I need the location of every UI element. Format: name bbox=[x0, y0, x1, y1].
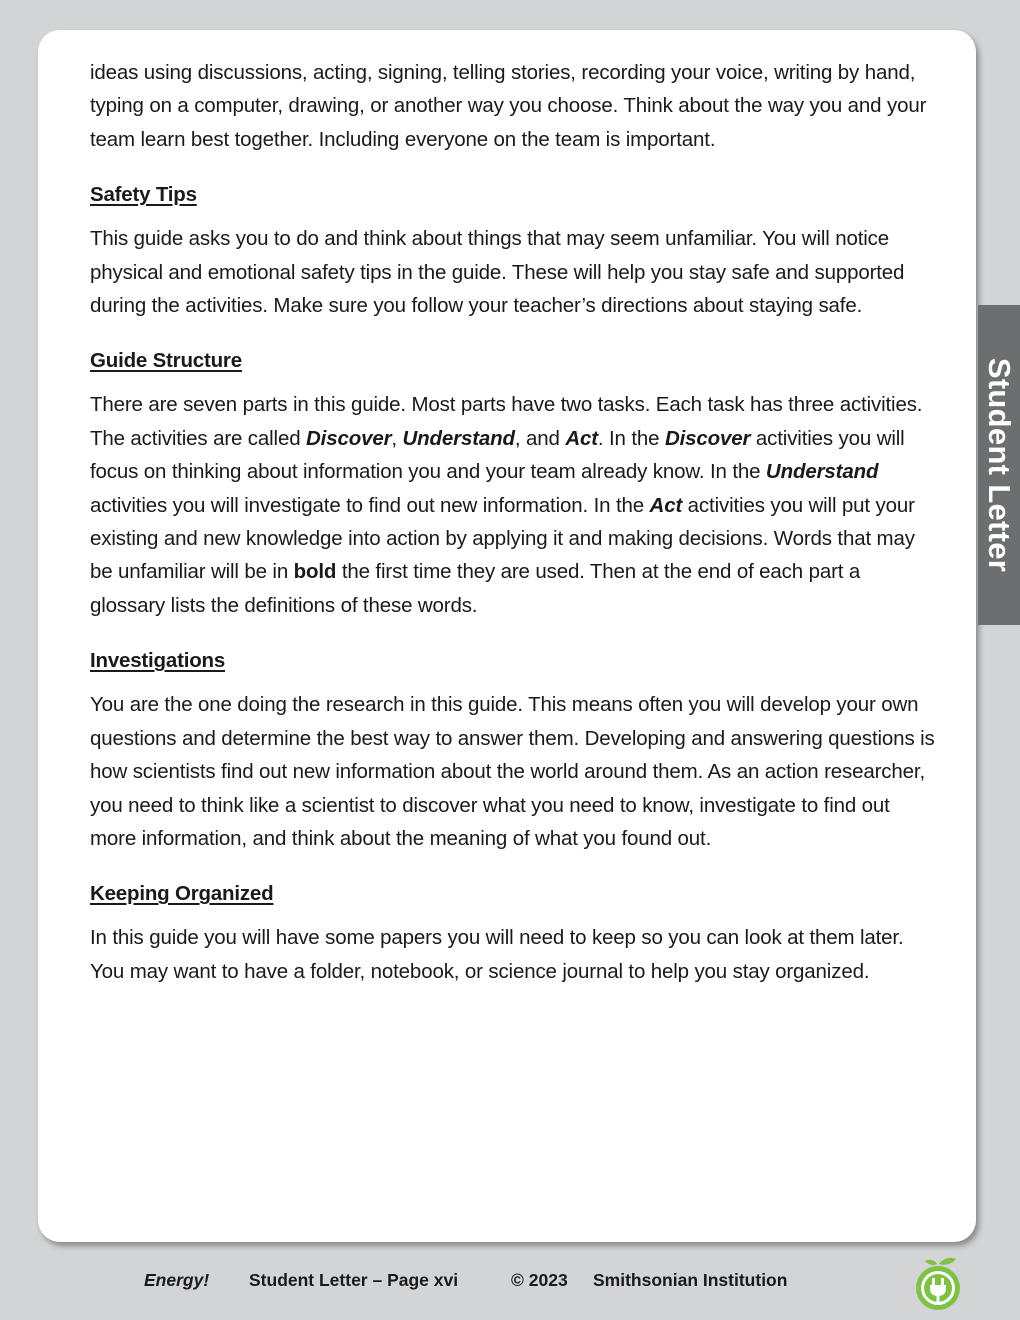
keeping-organized-heading: Keeping Organized bbox=[90, 882, 274, 906]
structure-text: activities you will focus on thinking about information you and your team already know. In the bbox=[90, 426, 905, 484]
term-act: Act bbox=[649, 493, 683, 517]
side-tab-label: Student Letter bbox=[982, 357, 1017, 573]
structure-text: There are seven parts in this guide. Most parts have two tasks. Each task has three activities. The activities are called bbox=[90, 393, 923, 450]
page-content bbox=[90, 56, 940, 1011]
investigations-paragraph: You are the one doing the research in this guide. This means often you will develop your own questions and determine the best way to answer them. Developing and answering questions is how scientists find out new information about the world around them. As an action researcher, you need to think like a scientist to discover what you need to know, investigate to find out more information, and think about the meaning of what you found out. bbox=[90, 693, 935, 850]
structure-text: activities you will put your existing and new knowledge into action by applying it and making decisions. Words that may be unfamiliar will be in bbox=[90, 493, 915, 584]
structure-text: the first time they are used. Then at the end of each part a glossary lists the definitions of these words. bbox=[90, 560, 861, 617]
term-bold: bold bbox=[293, 560, 337, 584]
footer-guide-title: Energy! bbox=[144, 1270, 210, 1290]
footer-page-label: Student Letter – Page xvi bbox=[249, 1270, 459, 1290]
structure-text: activities you will investigate to find out new information. In the bbox=[90, 493, 650, 517]
investigations-heading: Investigations bbox=[90, 649, 226, 673]
structure-text: , bbox=[391, 426, 403, 450]
structure-text: , and bbox=[514, 426, 566, 450]
term-act: Act bbox=[565, 426, 598, 450]
footer-organization: Smithsonian Institution bbox=[593, 1270, 788, 1290]
structure-text: . In the bbox=[597, 426, 665, 450]
guide-structure-heading: Guide Structure bbox=[90, 349, 242, 373]
plug-apple-icon bbox=[912, 1254, 964, 1312]
term-understand: Understand bbox=[765, 460, 879, 484]
intro-paragraph: ideas using discussions, acting, signing, telling stories, recording your voice, writing by hand, typing on a computer, drawing, or another way you choose. Think about the way you and your team learn best together. Including everyone on the team is important. bbox=[90, 61, 927, 151]
page-footer bbox=[0, 1268, 1020, 1296]
footer-copyright: © 2023 bbox=[511, 1270, 568, 1290]
safety-tips-heading: Safety Tips bbox=[90, 183, 197, 207]
safety-tips-paragraph: This guide asks you to do and think about things that may seem unfamiliar. You will notice physical and emotional safety tips in the guide. These will help you stay safe and supported during the activities. Make sure you follow your teacher’s directions about staying safe. bbox=[90, 227, 905, 318]
term-discover: Discover bbox=[664, 426, 751, 450]
guide-structure-paragraph bbox=[90, 388, 940, 622]
keeping-organized-paragraph: In this guide you will have some papers you will need to keep so you can look at them later. You may want to have a folder, notebook, or science journal to help you stay organized. bbox=[90, 926, 904, 983]
term-understand: Understand bbox=[402, 426, 515, 450]
term-discover: Discover bbox=[306, 426, 392, 450]
student-letter-side-tab bbox=[978, 305, 1020, 625]
